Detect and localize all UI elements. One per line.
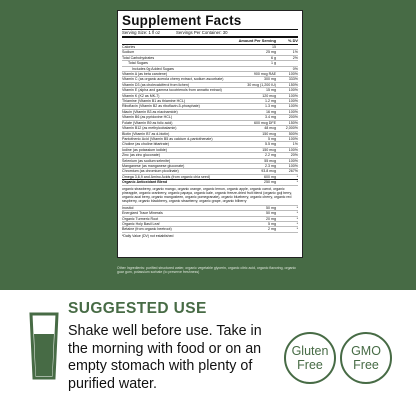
nutrient-amount: 6 g [271,55,276,60]
nutrient-name: Inositol [122,205,134,210]
nutrient-name: Choline (as choline bitartrate) [122,142,169,147]
nutrient-dv: 100% [288,158,298,163]
nutrient-name: Selenium (as sodium selenite) [122,158,171,163]
nutrient-dv: 1% [292,50,298,55]
nutrient-dv: 150% [288,120,298,125]
nutrient-dv: 100% [288,109,298,114]
nutrient-dv: 0% [292,66,298,71]
nutrient-dv: 333% [288,77,298,82]
nutrient-name: Total Carbohydrates [122,55,155,60]
nutrient-name: Total Sugars [128,61,148,66]
nutrient-name: Riboflavin (Vitamin B2 as riboflavin-5-phosphate) [122,104,200,109]
nutrient-amount: 150 mcg [262,147,276,152]
nutrient-amount: 2.2 mg [265,153,276,158]
nutrient-amount: 5 mg [268,221,276,226]
nutrient-name: Organic Turmeric Root [122,216,159,221]
suggested-use-text: Shake well before use. Take in the morning with food or on an empty stomach with plenty of purified water. [68,323,262,392]
nutrient-amount: 1.2 mg [265,99,276,104]
nutrient-dv [276,61,298,65]
nutrient-dv: * [296,205,298,210]
nutrient-name: Omega 3,6,9 and Amino Acids (from organic chia seed) [122,174,211,179]
nutrient-amount: 300 mg [264,77,276,82]
nutrient-amount: 2.3 mg [265,163,276,168]
servings-per-container: Servings Per Container: 30 [175,30,228,35]
nutrient-amount: 30 mcg (1,200 IU) [247,82,276,87]
nutrient-dv: * [296,211,298,216]
nutrient-dv: * [296,227,298,232]
nutrient-amount: 55 mcg [264,158,276,163]
nutrient-amount: 25 mg [266,50,276,55]
nutrient-amount: 20 mg [266,216,276,221]
nutrient-amount: 120 mcg [262,93,276,98]
nutrient-amount: 250 mg [264,180,276,185]
nutrient-amount: 1.3 mg [265,104,276,109]
nutrient-amount: 5.5 mg [265,142,276,147]
serving-info [122,30,298,38]
badge-line: Free [297,358,323,372]
nutrient-name: Energized Trace Minerals [122,211,163,216]
nutrient-amount: 600 mg [264,174,276,179]
nutrient-dv: 500% [288,131,298,136]
nutrient-name: Vitamin D3 (as cholecalciferol from lichen) [122,82,190,87]
serving-size: Serving Size: 1 fl oz [122,30,160,35]
nutrient-name: Vitamin B6 (as pyridoxine HCL) [122,115,173,120]
nutrient-amount: 5 mg [268,136,276,141]
nutrient-amount: 900 mcg RAE [253,72,276,77]
nutrient-dv: * [296,174,298,179]
nutrient-name: Biotin (Vitamin B7 as d-biotin) [122,131,170,136]
other-ingredients: Other Ingredients: purified structured water, organic vegetable glycerin, organic citric acid, organic flavoring, organic guar gum, potassium sorbate (to preserve freshness) [117,266,296,275]
nutrient-name: Vitamin B12 (as methylcobalamin) [122,126,177,131]
nutrient-dv: 267% [288,169,298,174]
nutrient-dv: 100% [288,104,298,109]
nutrient-amount: 15 [272,45,276,49]
nutrient-amount [246,67,276,71]
nutrient-dv: * [296,221,298,226]
nutrient-dv: 100% [288,136,298,141]
nutrient-dv: 100% [288,88,298,93]
panel-title: Supplement Facts [122,14,298,30]
nutrient-dv: 1% [292,142,298,147]
nutrient-amount: 48 mcg [264,126,276,131]
nutrient-name: Thiamine (Vitamin B1 as thiamine HCL) [122,99,186,104]
nutrient-name: Pantothenic Acid (Vitamin B5 as calcium d-pantothenate) [122,136,213,141]
nutrient-amount: 3.4 mg [265,115,276,120]
nutrient-dv: 100% [288,147,298,152]
nutrient-dv: * [296,216,298,221]
nutrient-dv: 20% [290,153,298,158]
nutrient-amount: 50 mg [266,205,276,210]
nutrient-name: Sodium [122,50,135,55]
nutrient-dv: 100% [288,93,298,98]
nutrient-dv: * [296,180,298,185]
dv-header: % DV [288,38,298,43]
nutrient-name: Vitamin A (as beta carotene) [122,72,168,77]
nutrient-amount: 2 mg [268,227,276,232]
nutrient-name: Vitamin E (alpha and gamma tocotrienols from annatto extract) [122,88,222,93]
nutrient-name: Iodine (as potassium iodide) [122,147,167,152]
nutrient-name: Includes 0g Added Sugars [132,66,174,71]
suggested-use-section [0,290,416,416]
nutrient-dv: 100% [288,99,298,104]
nutrient-amount: 1 g [271,61,276,66]
nutrient-dv: 2% [292,55,298,60]
dv-footnote: *Daily Value (DV) not established [122,233,174,238]
nutrient-dv: 100% [288,72,298,77]
badge-line: GMO [351,344,381,358]
nutrient-dv: 200% [288,115,298,120]
nutrient-name: Zinc (as zinc gluconate) [122,153,160,158]
nutrient-name: Folate (Vitamin B9 as folic acid) [122,120,173,125]
gluten-free-badge [284,332,336,384]
nutrient-name: Manganese (as manganese gluconate) [122,163,185,168]
supplement-facts-panel [117,10,303,258]
column-header [122,38,298,45]
nutrient-amount: 93.8 mcg [261,169,276,174]
badge-line: Free [353,358,379,372]
nutrient-amount: 15 mg [266,88,276,93]
nutrient-dv: 100% [288,163,298,168]
nutrient-amount: 50 mg [266,211,276,216]
antioxidant-blend-text: organic strawberry, organic mango, organic orange, organic lemon, organic apple, organic carrot, organic pineapple, organic cranberry, organic papaya, organic kale, organic freeze-dried fruit blend (organic goji berry, organic acai berry, organic mangosteen, organic pomegranate), organic blueberry, organic cherry, organic red raspberry, organic blackberry, organic strawberry, organic grape, organic bilberry [122,186,298,206]
nutrient-rows [122,45,298,175]
nutrient-name: Betaine (from organic beetroot) [122,227,172,232]
nutrient-amount: 600 mcg DFE [254,120,276,125]
nutrient-name: Vitamin C (as organic acerola cherry extract, sodium ascorbate) [122,77,224,82]
nutrient-dv [276,45,298,49]
blend-rows [122,175,298,186]
nutrient-amount: 150 mcg [262,131,276,136]
suggested-use-heading: SUGGESTED USE [68,300,207,317]
nutrient-name: Vitamin K (K2 as MK-7) [122,93,160,98]
nutrient-amount: 16 mg [266,109,276,114]
nutrient-name: Calories [122,45,136,49]
water-glass-icon [28,310,60,382]
nutrient-name: Chromium (as chromium picolinate) [122,169,179,174]
nutrient-name: Niacin (Vitamin B3 as niacinamide) [122,109,178,114]
nutrient-name: Organic Antioxidant Blend [122,180,168,185]
nutrient-name: Organic Holy Basil Leaf [122,221,160,226]
gmo-free-badge [340,332,392,384]
nutrient-dv: 2,000% [285,126,298,131]
amount-header: Amount Per Serving [238,38,276,43]
badge-line: Gluten [291,344,329,358]
nutrient-dv: 150% [288,82,298,87]
extra-rows [122,206,298,233]
